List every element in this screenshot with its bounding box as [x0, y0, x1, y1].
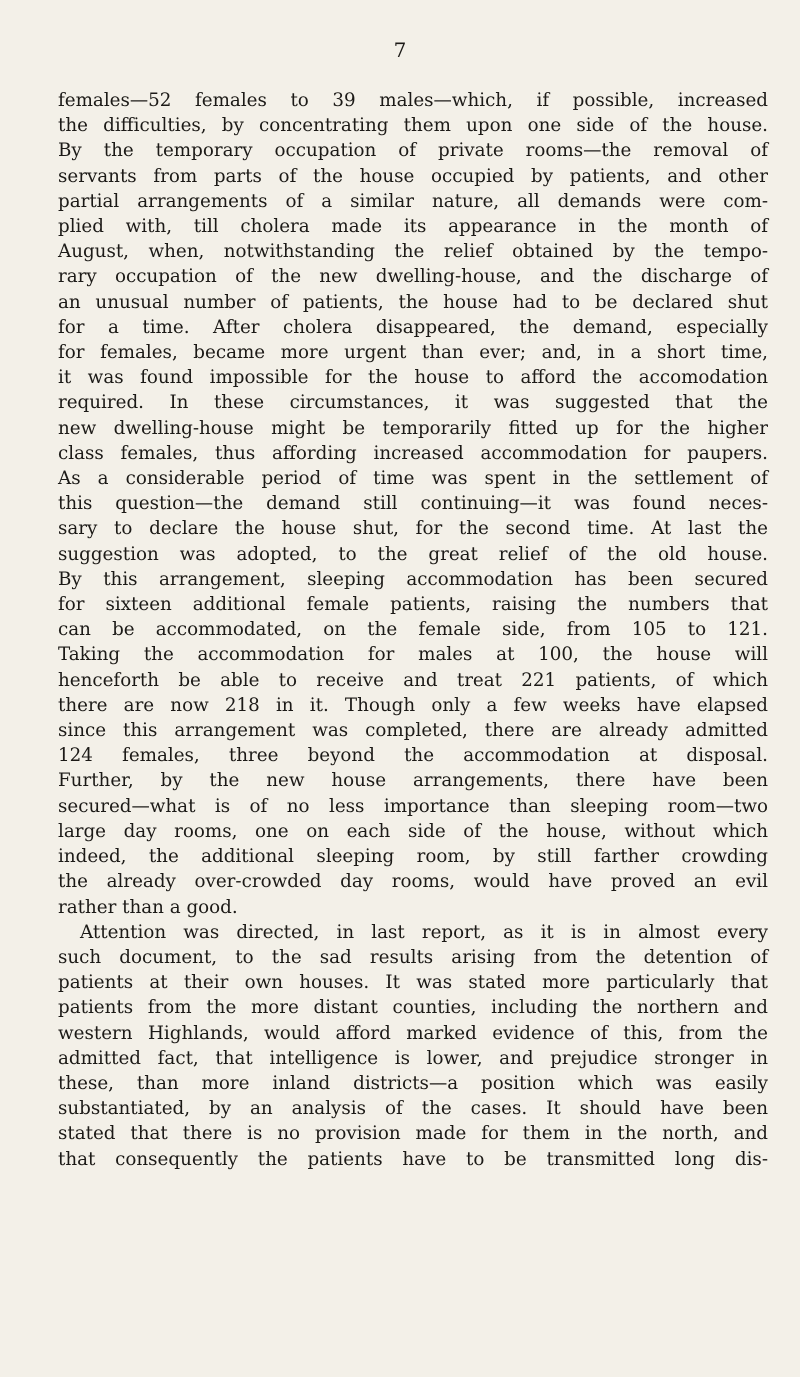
text-line: patients at their own houses. It was stated more particularly that [58, 972, 768, 994]
text-line: admitted fact, that intelligence is lower, and prejudice stronger in [58, 1047, 768, 1069]
text-line: Further, by the new house arrangements, there have been [58, 770, 768, 792]
text-line: August, when, notwithstanding the relief obtained by the tempo- [58, 241, 768, 263]
text-line: By the temporary occupation of private rooms—the removal of [58, 140, 768, 162]
text-line: this question—the demand still continuing—it was found neces- [58, 493, 768, 515]
text-line: an unusual number of patients, the house had to be declared shut [58, 291, 768, 313]
text-line: these, than more inland districts—a position which was easily [58, 1072, 768, 1094]
text-line: indeed, the additional sleeping room, by still farther crowding [58, 846, 768, 868]
text-line: new dwelling-house might be temporarily fitted up for the higher [58, 417, 768, 439]
text-line: there are now 218 in it. Though only a few weeks have elapsed [58, 694, 768, 716]
text-line: can be accommodated, on the female side, from 105 to 121. [58, 619, 768, 641]
text-line: 124 females, three beyond the accommodation at disposal. [58, 745, 768, 767]
text-line: plied with, till cholera made its appearance in the month of [58, 216, 768, 238]
text-line: servants from parts of the house occupied by patients, and other [58, 165, 768, 187]
text-line: western Highlands, would afford marked evidence of this, from the [58, 1022, 768, 1044]
body-text [58, 88, 768, 1172]
text-line: Taking the accommodation for males at 100, the house will [58, 644, 768, 666]
text-line: since this arrangement was completed, there are already admitted [58, 720, 768, 742]
page-number: 7 [393, 38, 407, 62]
text-line: henceforth be able to receive and treat 221 patients, of which [58, 669, 768, 691]
text-line: sary to declare the house shut, for the second time. At last the [58, 518, 768, 540]
text-line: suggestion was adopted, to the great relief of the old house. [58, 543, 768, 565]
text-line: large day rooms, one on each side of the house, without which [58, 820, 768, 842]
text-line: By this arrangement, sleeping accommodation has been secured [58, 568, 768, 590]
text-line: females—52 females to 39 males—which, if possible, increased [58, 90, 768, 111]
text-line: Attention was directed, in last report, as it is in almost every [80, 921, 768, 943]
text-line: the difficulties, by concentrating them upon one side of the house. [58, 115, 768, 137]
text-line: rather than a good. [58, 896, 238, 918]
text-line: required. In these circumstances, it was suggested that the [58, 392, 768, 414]
text-line: secured—what is of no less importance than sleeping room—two [58, 795, 768, 817]
text-line: it was found impossible for the house to afford the accomodation [58, 367, 768, 389]
text-line: partial arrangements of a similar nature, all demands were com- [58, 190, 768, 212]
text-line: for females, became more urgent than ever; and, in a short time, [58, 342, 768, 364]
text-line: the already over-crowded day rooms, would have proved an evil [58, 871, 768, 893]
text-line: such document, to the sad results arising from the detention of [58, 946, 768, 968]
text-line: stated that there is no provision made for them in the north, and [58, 1123, 768, 1145]
text-line: patients from the more distant counties, including the northern and [58, 997, 768, 1019]
text-line: for sixteen additional female patients, raising the numbers that [58, 594, 768, 616]
text-line: substantiated, by an analysis of the cases. It should have been [58, 1098, 768, 1120]
text-line: class females, thus affording increased accommodation for paupers. [58, 442, 768, 464]
text-line: for a time. After cholera disappeared, the demand, especially [58, 316, 768, 338]
text-line: rary occupation of the new dwelling-house, and the discharge of [58, 266, 768, 288]
text-line: As a considerable period of time was spent in the settlement of [58, 468, 768, 490]
text-line: that consequently the patients have to be transmitted long dis- [58, 1148, 768, 1170]
